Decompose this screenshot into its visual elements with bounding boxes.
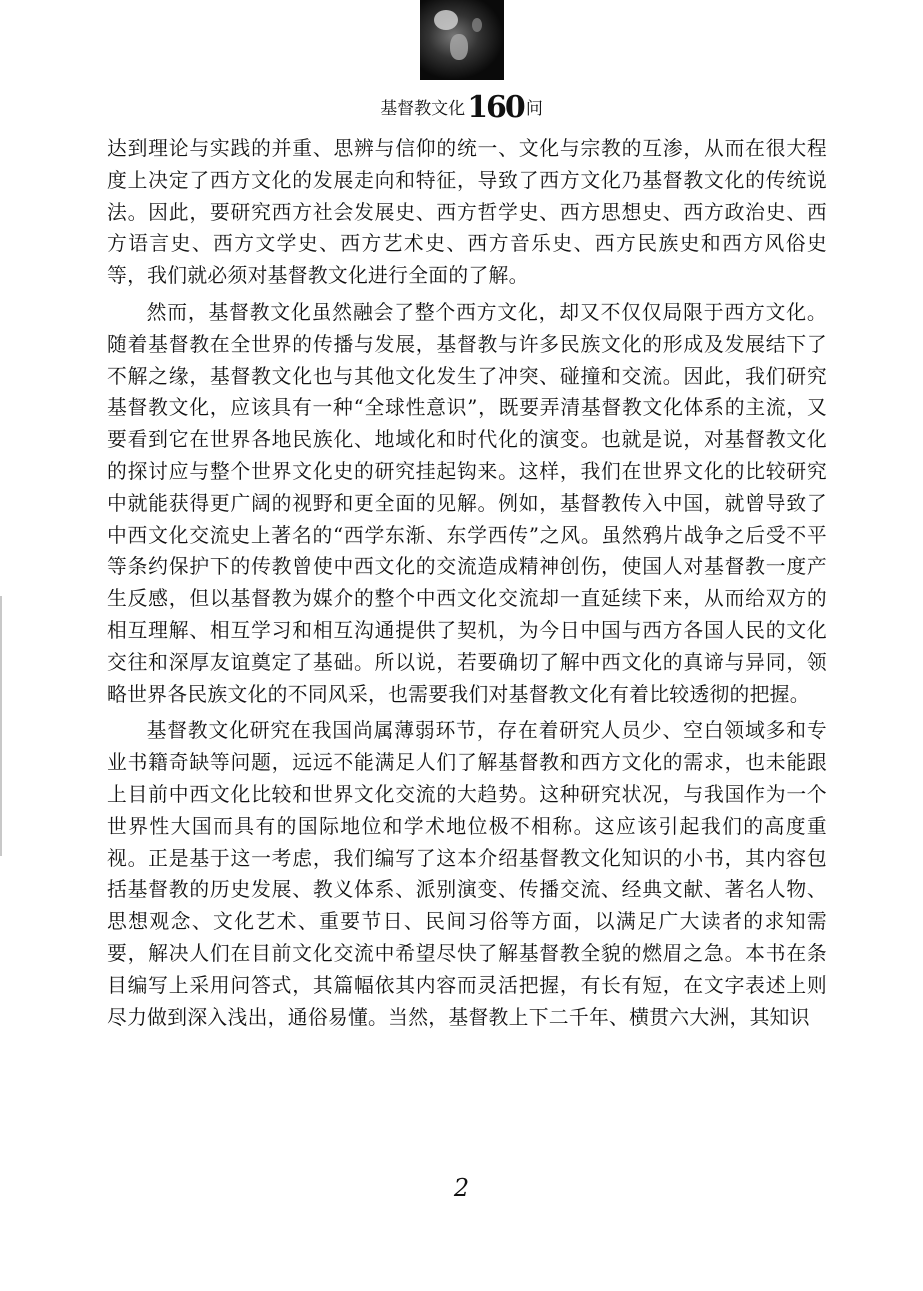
running-head-title: 基督教文化 (380, 98, 466, 119)
paragraph: 达到理论与实践的并重、思辨与信仰的统一、文化与宗教的互渗，从而在很大程度上决定了西方文化的发展走向和特征，导致了西方文化乃基督教文化的传统说法。因此，要研究西方社会发展史、西方哲学史、西方思想史、西方政治史、西方语言史、西方文学史、西方艺术史、西方音乐史、西方民族史和西方风俗史等，我们就必须对基督教文化进行全面的了解。 (107, 137, 827, 288)
header-emblem-image (420, 0, 504, 80)
paragraph: 然而，基督教文化虽然融会了整个西方文化，却又不仅仅局限于西方文化。随着基督教在全世界的传播与发展，基督教与许多民族文化的形成及发展结下了不解之缘，基督教文化也与其他文化发生了冲突、碰撞和交流。因此，我们研究基督教文化，应该具有一种“全球性意识”，既要弄清基督教文化体系的主流，又要看到它在世界各地民族化、地域化和时代化的演变。也就是说，对基督教文化的探讨应与整个世界文化史的研究挂起钩来。这样，我们在世界文化的比较研究中就能获得更广阔的视野和更全面的见解。例如，基督教传入中国，就曾导致了中西文化交流史上著名的“西学东渐、东学西传”之风。虽然鸦片战争之后受不平等条约保护下的传教曾使中西文化的交流造成精神创伤，使国人对基督教一度产生反感，但以基督教为媒介的整个中西文化交流却一直延续下来，从而给双方的相互理解、相互学习和相互沟通提供了契机，为今日中国与西方各国人民的文化交往和深厚友谊奠定了基础。所以说，若要确切了解中西文化的真谛与异同，领略世界各民族文化的不同风采，也需要我们对基督教文化有着比较透彻的把握。 (107, 300, 827, 706)
running-head-suffix: 问 (525, 98, 543, 119)
running-head-number: 160 (467, 90, 524, 125)
running-head (0, 92, 923, 126)
emblem-highlight (434, 10, 458, 30)
emblem-highlight (472, 18, 482, 32)
body-text (107, 133, 827, 1033)
emblem-highlight (450, 34, 468, 60)
page-number: 2 (453, 1174, 470, 1202)
binding-edge-mark (0, 596, 2, 856)
paragraph: 基督教文化研究在我国尚属薄弱环节，存在着研究人员少、空白领域多和专业书籍奇缺等问题，远远不能满足人们了解基督教和西方文化的需求，也未能跟上目前中西文化比较和世界文化交流的大趋势。这种研究状况，与我国作为一个世界性大国而具有的国际地位和学术地位极不相称。这应该引起我们的高度重视。正是基于这一考虑，我们编写了这本介绍基督教文化知识的小书，其内容包括基督教的历史发展、教义体系、派别演变、传播交流、经典文献、著名人物、思想观念、文化艺术、重要节日、民间习俗等方面，以满足广大读者的求知需要，解决人们在目前文化交流中希望尽快了解基督教全貌的燃眉之急。本书在条目编写上采用问答式，其篇幅依其内容而灵活把握，有长有短，在文字表述上则尽力做到深入浅出，通俗易懂。当然，基督教上下二千年、横贯六大洲，其知识 (107, 719, 827, 1029)
